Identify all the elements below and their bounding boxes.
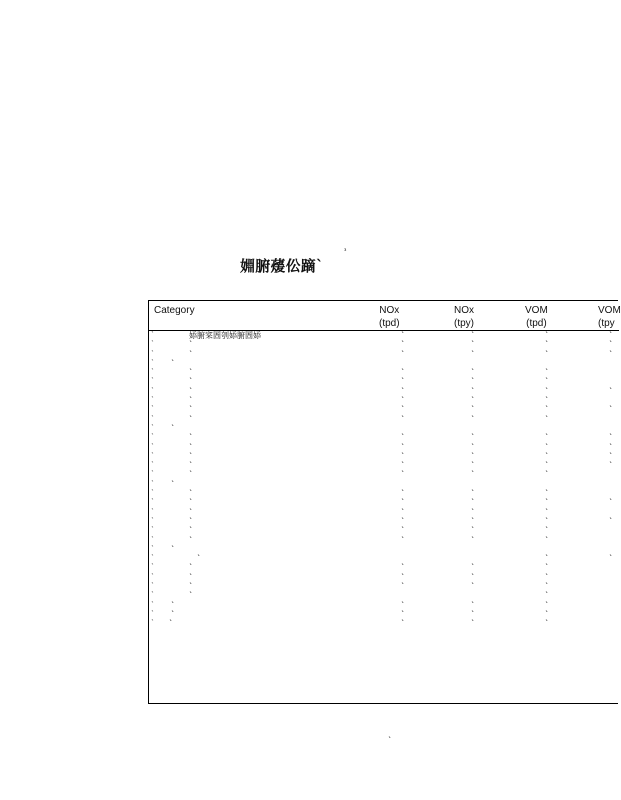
header-nox-tpy-line2: (tpy) xyxy=(454,318,474,329)
cell-nox-tpd: ˋ xyxy=(401,386,405,396)
row-bullet-mark: ` xyxy=(151,609,155,618)
table-row xyxy=(149,415,619,424)
row-bullet-mark: ` xyxy=(151,516,155,525)
table-row xyxy=(149,526,619,535)
cell-vom-tpd: ˋ xyxy=(545,461,549,471)
row-bullet-mark: ` xyxy=(151,563,155,572)
row-bullet-mark: ` xyxy=(151,340,155,349)
cell-vom-tpy: ˋ xyxy=(609,331,613,340)
header-nox-tpd-line1: NOx xyxy=(379,305,400,316)
cell-nox-tpy: ˋ xyxy=(471,433,475,443)
cell-vom-tpd: ˋ xyxy=(545,442,549,452)
header-category: Category xyxy=(154,305,195,316)
row-bullet-mark: ` xyxy=(151,349,155,358)
cell-vom-tpd: ˋ xyxy=(545,507,549,517)
cell-nox-tpd: ˋ xyxy=(401,489,405,499)
cell-nox-tpy: ˋ xyxy=(471,498,475,508)
row-bullet-mark: ` xyxy=(151,554,155,563)
row-label: ˋ xyxy=(189,396,193,406)
table-row xyxy=(149,489,619,498)
cell-nox-tpd: ˋ xyxy=(401,498,405,508)
emissions-table xyxy=(148,300,621,704)
row-bullet-mark: ` xyxy=(151,377,155,386)
title-superscript-mark: ³ xyxy=(344,248,347,255)
cell-vom-tpd: ˋ xyxy=(545,470,549,480)
row-label: ˋ xyxy=(189,368,193,378)
cell-nox-tpd: ˋ xyxy=(401,507,405,517)
row-bullet-mark: ` xyxy=(151,386,155,395)
cell-nox-tpd: ˋ xyxy=(401,516,405,526)
cell-vom-tpd: ˋ xyxy=(545,600,549,610)
cell-vom-tpd: ˋ xyxy=(545,498,549,508)
row-bullet-mark: ` xyxy=(151,544,155,553)
cell-nox-tpd: ˋ xyxy=(401,461,405,471)
header-vom-tpy xyxy=(598,304,621,330)
cell-nox-tpd: ˋ xyxy=(401,331,405,340)
table-row xyxy=(149,350,619,359)
table-row xyxy=(149,517,619,526)
cell-vom-tpd: ˋ xyxy=(545,489,549,499)
table-row xyxy=(149,452,619,461)
row-bullet-mark: ` xyxy=(151,535,155,544)
cell-nox-tpy: ˋ xyxy=(471,609,475,619)
page-footer-mark: ˋ xyxy=(388,736,392,745)
table-row xyxy=(149,508,619,517)
table-row xyxy=(149,405,619,414)
row-bullet-mark: ` xyxy=(151,423,155,432)
cell-vom-tpd: ˋ xyxy=(545,349,549,359)
row-bullet-mark: ` xyxy=(151,489,155,498)
row-label: ˋ xyxy=(189,451,193,461)
header-nox-tpy-line1: NOx xyxy=(454,305,474,316)
row-label: ˋ xyxy=(189,442,193,452)
row-label: ˋ xyxy=(189,386,193,396)
cell-vom-tpy: ˋ xyxy=(609,554,613,564)
row-label: ˋ xyxy=(189,591,193,601)
table-row xyxy=(149,498,619,507)
cell-nox-tpy: ˋ xyxy=(471,516,475,526)
cell-nox-tpd: ˋ xyxy=(401,470,405,480)
row-bullet-mark: ` xyxy=(151,572,155,581)
header-vom-tpd-line2: (tpd) xyxy=(526,318,547,329)
row-label: ˋ xyxy=(189,340,193,350)
row-label: ˋ xyxy=(197,554,201,564)
cell-vom-tpd: ˋ xyxy=(545,609,549,619)
table-row xyxy=(149,545,619,554)
cell-nox-tpy: ˋ xyxy=(471,489,475,499)
row-bullet-mark: ` xyxy=(151,470,155,479)
cell-nox-tpy: ˋ xyxy=(471,442,475,452)
cell-vom-tpy: ˋ xyxy=(609,461,613,471)
table-row xyxy=(149,573,619,582)
cell-nox-tpy: ˋ xyxy=(471,451,475,461)
row-bullet-mark: ` xyxy=(151,396,155,405)
cell-vom-tpy: ˋ xyxy=(609,340,613,350)
cell-nox-tpy: ˋ xyxy=(471,507,475,517)
row-label: ˋ xyxy=(171,600,175,610)
cell-nox-tpy: ˋ xyxy=(471,600,475,610)
cell-nox-tpd: ˋ xyxy=(401,563,405,573)
cell-vom-tpd: ˋ xyxy=(545,386,549,396)
table-row xyxy=(149,424,619,433)
cell-nox-tpy: ˋ xyxy=(471,331,475,340)
table-header xyxy=(149,301,619,331)
cell-nox-tpy: ˋ xyxy=(471,340,475,350)
cell-vom-tpd: ˋ xyxy=(545,433,549,443)
row-label: ˋ xyxy=(189,461,193,471)
row-label: ˋ xyxy=(169,619,173,629)
cell-nox-tpd: ˋ xyxy=(401,582,405,592)
row-label: ˋ xyxy=(189,535,193,545)
cell-nox-tpd: ˋ xyxy=(401,396,405,406)
table-row xyxy=(149,582,619,591)
table-row xyxy=(149,331,619,340)
row-label: 婖腑寀圄刳婖腑圄婖 xyxy=(189,331,261,340)
cell-nox-tpy: ˋ xyxy=(471,405,475,415)
row-bullet-mark: ` xyxy=(151,358,155,367)
cell-nox-tpy: ˋ xyxy=(471,572,475,582)
cell-nox-tpy: ˋ xyxy=(471,535,475,545)
row-label: ˋ xyxy=(189,414,193,424)
cell-nox-tpy: ˋ xyxy=(471,563,475,573)
cell-vom-tpy: ˋ xyxy=(609,433,613,443)
table-row xyxy=(149,443,619,452)
header-nox-tpd xyxy=(379,304,400,330)
cell-vom-tpd: ˋ xyxy=(545,396,549,406)
row-label: ˋ xyxy=(189,572,193,582)
row-label: ˋ xyxy=(189,433,193,443)
cell-nox-tpd: ˋ xyxy=(401,368,405,378)
header-vom-tpd xyxy=(525,304,548,330)
cell-nox-tpy: ˋ xyxy=(471,368,475,378)
header-vom-tpy-line1: VOM xyxy=(598,305,621,316)
row-label: ˋ xyxy=(189,498,193,508)
cell-vom-tpd: ˋ xyxy=(545,554,549,564)
row-bullet-mark: ` xyxy=(151,498,155,507)
header-nox-tpd-line2: (tpd) xyxy=(379,318,400,329)
cell-vom-tpy: ˋ xyxy=(609,498,613,508)
row-bullet-mark: ` xyxy=(151,368,155,377)
row-label: ˋ xyxy=(189,582,193,592)
page-title: 婣腑蕿伀蹢ˋ xyxy=(240,257,324,275)
table-row xyxy=(149,536,619,545)
cell-nox-tpd: ˋ xyxy=(401,535,405,545)
cell-vom-tpd: ˋ xyxy=(545,331,549,340)
row-label: ˋ xyxy=(171,544,175,554)
row-label: ˋ xyxy=(189,405,193,415)
table-row xyxy=(149,563,619,572)
table-row xyxy=(149,359,619,368)
table-row xyxy=(149,377,619,386)
table-row xyxy=(149,396,619,405)
cell-vom-tpy: ˋ xyxy=(609,516,613,526)
cell-vom-tpd: ˋ xyxy=(545,526,549,536)
row-bullet-mark: ` xyxy=(151,442,155,451)
table-row xyxy=(149,480,619,489)
row-bullet-mark: ` xyxy=(151,591,155,600)
cell-vom-tpy: ˋ xyxy=(609,386,613,396)
cell-vom-tpd: ˋ xyxy=(545,405,549,415)
cell-nox-tpy: ˋ xyxy=(471,396,475,406)
table-row xyxy=(149,591,619,600)
cell-nox-tpy: ˋ xyxy=(471,582,475,592)
cell-nox-tpd: ˋ xyxy=(401,377,405,387)
table-row xyxy=(149,340,619,349)
table-row xyxy=(149,433,619,442)
row-label: ˋ xyxy=(171,479,175,489)
cell-vom-tpd: ˋ xyxy=(545,619,549,629)
table-row xyxy=(149,601,619,610)
table-row xyxy=(149,470,619,479)
row-label: ˋ xyxy=(189,507,193,517)
row-bullet-mark: ` xyxy=(151,414,155,423)
row-label: ˋ xyxy=(189,489,193,499)
table-row xyxy=(149,387,619,396)
row-bullet-mark: ` xyxy=(151,433,155,442)
row-label: ˋ xyxy=(189,349,193,359)
cell-vom-tpy: ˋ xyxy=(609,349,613,359)
table-body xyxy=(149,331,619,629)
header-nox-tpy xyxy=(454,304,474,330)
cell-vom-tpd: ˋ xyxy=(545,516,549,526)
row-bullet-mark: ` xyxy=(151,507,155,516)
row-bullet-mark: ` xyxy=(151,331,155,339)
row-label: ˋ xyxy=(189,563,193,573)
header-vom-tpd-line1: VOM xyxy=(525,305,548,316)
cell-nox-tpd: ˋ xyxy=(401,405,405,415)
cell-nox-tpd: ˋ xyxy=(401,451,405,461)
cell-nox-tpy: ˋ xyxy=(471,461,475,471)
cell-nox-tpd: ˋ xyxy=(401,442,405,452)
table-row xyxy=(149,610,619,619)
cell-vom-tpd: ˋ xyxy=(545,451,549,461)
cell-nox-tpd: ˋ xyxy=(401,600,405,610)
cell-nox-tpy: ˋ xyxy=(471,526,475,536)
row-label: ˋ xyxy=(189,377,193,387)
cell-vom-tpd: ˋ xyxy=(545,414,549,424)
cell-vom-tpd: ˋ xyxy=(545,535,549,545)
cell-vom-tpd: ˋ xyxy=(545,368,549,378)
row-bullet-mark: ` xyxy=(151,461,155,470)
row-label: ˋ xyxy=(189,526,193,536)
cell-vom-tpd: ˋ xyxy=(545,582,549,592)
cell-vom-tpd: ˋ xyxy=(545,377,549,387)
row-label: ˋ xyxy=(189,516,193,526)
row-bullet-mark: ` xyxy=(151,600,155,609)
cell-nox-tpy: ˋ xyxy=(471,349,475,359)
cell-nox-tpd: ˋ xyxy=(401,572,405,582)
cell-nox-tpd: ˋ xyxy=(401,526,405,536)
row-label: ˋ xyxy=(171,423,175,433)
row-bullet-mark: ` xyxy=(151,451,155,460)
header-vom-tpy-line2: (tpy xyxy=(598,318,615,329)
cell-nox-tpd: ˋ xyxy=(401,609,405,619)
cell-vom-tpy: ˋ xyxy=(609,442,613,452)
cell-nox-tpd: ˋ xyxy=(401,340,405,350)
cell-nox-tpd: ˋ xyxy=(401,414,405,424)
cell-nox-tpd: ˋ xyxy=(401,349,405,359)
row-label: ˋ xyxy=(189,470,193,480)
cell-nox-tpd: ˋ xyxy=(401,619,405,629)
cell-nox-tpd: ˋ xyxy=(401,433,405,443)
row-label: ˋ xyxy=(171,609,175,619)
cell-vom-tpy: ˋ xyxy=(609,405,613,415)
cell-nox-tpy: ˋ xyxy=(471,386,475,396)
row-bullet-mark: ` xyxy=(151,619,155,628)
row-label: ˋ xyxy=(171,358,175,368)
table-row xyxy=(149,619,619,628)
cell-vom-tpd: ˋ xyxy=(545,572,549,582)
cell-vom-tpd: ˋ xyxy=(545,340,549,350)
cell-vom-tpy: ˋ xyxy=(609,451,613,461)
row-bullet-mark: ` xyxy=(151,479,155,488)
cell-vom-tpd: ˋ xyxy=(545,591,549,601)
row-bullet-mark: ` xyxy=(151,405,155,414)
cell-nox-tpy: ˋ xyxy=(471,414,475,424)
cell-nox-tpy: ˋ xyxy=(471,377,475,387)
cell-nox-tpy: ˋ xyxy=(471,619,475,629)
cell-vom-tpd: ˋ xyxy=(545,563,549,573)
row-bullet-mark: ` xyxy=(151,582,155,591)
row-bullet-mark: ` xyxy=(151,526,155,535)
cell-nox-tpy: ˋ xyxy=(471,470,475,480)
